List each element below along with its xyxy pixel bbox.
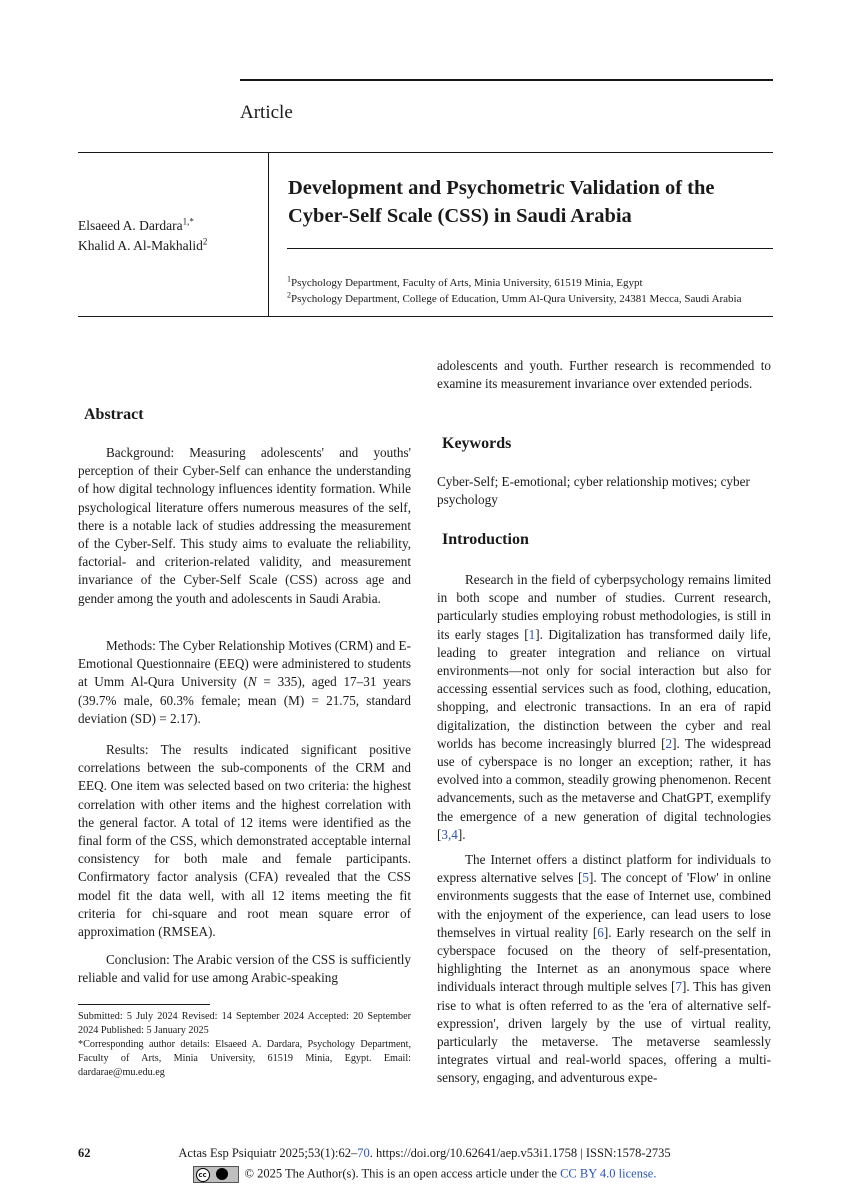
abstract-methods: Methods: The Cyber Relationship Motives (CRM) and E-Emotional Questionnaire (EEQ) were administered to students at Umm Al-Qura University (N = 335), aged 17–31 years (39.7% male, 60.3% female; mean (M) = 21.75, standard deviation (SD) = 2.17). bbox=[78, 638, 411, 726]
affiliations bbox=[287, 276, 787, 307]
author-1: Elsaeed A. Dardara$^{1,*}$ bbox=[78, 216, 194, 233]
introduction-paragraph-1: Research in the field of cyberpsychology remains limited in both scope and number of studies. Current research, particularly studies employing robust methodologies, is still in its early stages [1]. Digitalization has transformed daily life, leading to greater integration and reliance on virtual environments—not only for social interaction but also for accessing essential services such as food, clothing, education, shopping, and electronic transactions. In an era of rapid digitalization, the distinction between the cyber and real worlds has become increasingly blurred [2]. The widespread use of cyberspace is no longer an exception; rather, it has evolved into a common, steadily growing phenomenon. Recent advancements, such as the metaverse and ChatGPT, exemplify the emergence of a new generation of digital technologies [3,4]. bbox=[437, 572, 772, 842]
page-number: 62 bbox=[78, 1146, 91, 1160]
affiliation-1: $^1$Psychology Department, Faculty of Arts, Minia University, 61519 Minia, Egypt bbox=[287, 274, 643, 289]
keywords-heading: Keywords bbox=[442, 435, 512, 452]
license-line: cc © 2025 The Author(s). This is an open access article under the CC BY 4.0 license. bbox=[0, 1166, 849, 1183]
citation-link[interactable]: 6 bbox=[597, 924, 604, 940]
citation-link[interactable]: 3,4 bbox=[441, 826, 458, 842]
end-page-link[interactable]: 70 bbox=[357, 1146, 370, 1160]
abstract-heading: Abstract bbox=[84, 406, 144, 423]
author-2: Khalid A. Al-Makhalid$^2$ bbox=[78, 236, 208, 253]
citation-link[interactable]: 2 bbox=[665, 735, 673, 751]
title-line-2: Cyber-Self Scale (CSS) in Saudi Arabia bbox=[288, 205, 632, 227]
header-bottom-rule bbox=[78, 316, 773, 317]
citation-link[interactable]: 1 bbox=[528, 626, 536, 642]
abstract-conclusion-continued: adolescents and youth. Further research is recommended to examine its measurement invariance over extended periods. bbox=[437, 358, 771, 392]
keywords-text: Cyber-Self; E-emotional; cyber relationship motives; cyber psychology bbox=[437, 474, 750, 508]
abstract-results: Results: The results indicated significant positive correlations between the sub-components of the CRM and EEQ. One item was selected based on two criteria: the highest correlation with other items and the highest correlation with the general factor. A total of 12 items were identified as the final form of the CSS, which demonstrated acceptable internal consistency for both male and female participants. Confirmatory factor analysis (CFA) revealed that the CSS model fit the data well, with all 12 items meeting the fit criteria for chi-square and root mean square error of approximation (RMSEA). bbox=[78, 742, 411, 940]
header-rule bbox=[78, 152, 773, 153]
article-title bbox=[288, 174, 788, 230]
footnote-corresponding: *Corresponding author details: Elsaeed A. Dardara, Psychology Department, Faculty of Arts, Minia University, 61519 Minia, Egypt. Email: dardarae@mu.edu.eg bbox=[78, 1039, 411, 1078]
affiliation-2: $^2$Psychology Department, College of Education, Umm Al-Qura University, 24381 Mecca, Saudi Arabia bbox=[287, 289, 742, 305]
footnote-rule bbox=[78, 1004, 210, 1005]
citation-link[interactable]: 5 bbox=[582, 870, 589, 886]
citation-line: Actas Esp Psiquiatr 2025;53(1):62–70. https://doi.org/10.62641/aep.v53i1.1758 | ISSN:1578-2735 bbox=[178, 1146, 671, 1160]
introduction-paragraph-2: The Internet offers a distinct platform for individuals to express alternative selves [5]. The concept of 'Flow' in online environments suggests that the ease of Internet use, combined with the enjoyment of the experience, can lead users to lose themselves in virtual reality [6]. Early research on the self in cyberspace focused on the theory of self-presentation, highlighting the Internet as an anonymous space where individuals interact through multiple selves [7]. This has given rise to what is often referred to as the 'era of alternative self-expression', driven largely by the use of virtual reality, particularly the metaverse. The metaverse seamlessly integrates virtual and real-world spaces, offering a multi-sensory, engaging, and adventurous expe- bbox=[437, 852, 772, 1086]
title-rule bbox=[287, 248, 773, 249]
citation-link[interactable]: 7 bbox=[675, 979, 683, 995]
section-label: Article bbox=[240, 102, 293, 123]
cc-by-badge-icon: cc bbox=[193, 1166, 239, 1183]
footnote bbox=[78, 1010, 411, 1080]
abstract-background: Background: Measuring adolescents' and youths' perception of their Cyber-Self can enhance the understanding of how digital technology influences identity formation. While psychological literature offers numerous measures of the self, there is a notable lack of studies addressing the measurement of the Cyber-Self. This study aims to evaluate the reliability, factorial- and criterion-related validity, and measurement invariance of the Cyber-Self Scale (CSS) across age and gender among the youth and adolescents in Saudi Arabia. bbox=[78, 445, 411, 606]
footnote-dates: Submitted: 5 July 2024 Revised: 14 September 2024 Accepted: 20 September 2024 Published: 5 January 2025 bbox=[78, 1011, 411, 1036]
header-vertical-rule bbox=[268, 152, 269, 316]
introduction-heading: Introduction bbox=[442, 531, 529, 548]
title-line-1: Development and Psychometric Validation of the bbox=[288, 177, 715, 199]
abstract-conclusion: Conclusion: The Arabic version of the CSS is sufficiently reliable and valid for use among Arabic-speaking bbox=[78, 952, 411, 986]
author-list bbox=[78, 216, 207, 256]
license-link[interactable]: CC BY 4.0 license. bbox=[560, 1166, 657, 1181]
top-rule bbox=[240, 79, 773, 81]
